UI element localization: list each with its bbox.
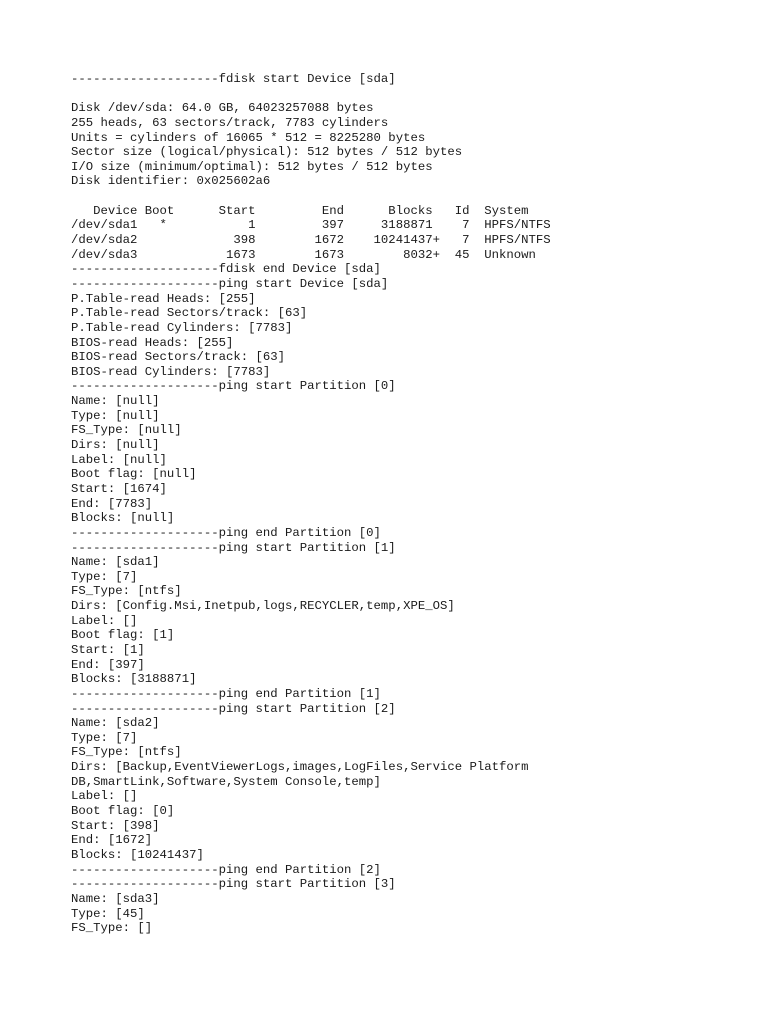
log-line: Disk /dev/sda: 64.0 GB, 64023257088 bytes [71, 101, 374, 116]
log-line: DB,SmartLink,Software,System Console,temp] [71, 774, 381, 789]
log-line: Type: [null] [71, 408, 160, 423]
log-line: I/O size (minimum/optimal): 512 bytes / 512 bytes [71, 159, 433, 174]
log-line: End: [1672] [71, 833, 153, 848]
log-line: Name: [null] [71, 394, 160, 409]
log-line: Dirs: [Config.Msi,Inetpub,logs,RECYCLER,temp,XPE_OS] [71, 599, 455, 614]
log-line: --------------------fdisk end Device [sda] [71, 262, 381, 277]
log-line: --------------------ping start Partition [3] [71, 877, 396, 892]
log-line: /dev/sda1 * 1 397 3188871 7 HPFS/NTFS [71, 218, 551, 233]
log-line: FS_Type: [] [71, 921, 153, 936]
log-text-block [71, 72, 551, 936]
log-line: --------------------ping end Partition [0] [71, 525, 381, 540]
log-line: BIOS-read Heads: [255] [71, 335, 234, 350]
log-line: Blocks: [3188871] [71, 672, 197, 687]
log-line: Blocks: [10241437] [71, 847, 204, 862]
log-line: /dev/sda3 1673 1673 8032+ 45 Unknown [71, 247, 536, 262]
log-line: Type: [45] [71, 906, 145, 921]
log-line: Start: [1674] [71, 481, 167, 496]
log-line: Start: [398] [71, 818, 160, 833]
log-line: Sector size (logical/physical): 512 bytes / 512 bytes [71, 145, 463, 160]
log-line: FS_Type: [null] [71, 423, 182, 438]
log-line: BIOS-read Cylinders: [7783] [71, 364, 271, 379]
log-line: Dirs: [null] [71, 438, 160, 453]
blank-line [71, 189, 551, 204]
log-line: --------------------ping end Partition [1] [71, 686, 381, 701]
log-line: Type: [7] [71, 569, 138, 584]
log-line: End: [397] [71, 657, 145, 672]
blank-line [71, 87, 551, 102]
log-line: /dev/sda2 398 1672 10241437+ 7 HPFS/NTFS [71, 233, 551, 248]
log-line: BIOS-read Sectors/track: [63] [71, 350, 286, 365]
log-line: Disk identifier: 0x025602a6 [71, 174, 271, 189]
log-line: 255 heads, 63 sectors/track, 7783 cylinders [71, 115, 389, 130]
log-line: End: [7783] [71, 496, 153, 511]
log-line: Name: [sda1] [71, 555, 160, 570]
log-line: Start: [1] [71, 642, 145, 657]
log-line: Boot flag: [null] [71, 467, 197, 482]
log-line: Units = cylinders of 16065 * 512 = 8225280 bytes [71, 130, 426, 145]
log-line: FS_Type: [ntfs] [71, 745, 182, 760]
log-line: Name: [sda2] [71, 716, 160, 731]
log-line: FS_Type: [ntfs] [71, 584, 182, 599]
log-line: P.Table-read Sectors/track: [63] [71, 306, 308, 321]
log-line: --------------------ping start Partition [2] [71, 701, 396, 716]
log-line: --------------------ping start Partition [0] [71, 379, 396, 394]
log-line: Label: [] [71, 613, 138, 628]
log-line: P.Table-read Heads: [255] [71, 291, 256, 306]
log-line: Blocks: [null] [71, 511, 175, 526]
log-line: --------------------ping start Device [sda] [71, 276, 389, 291]
log-line: Label: [] [71, 789, 138, 804]
log-line: Boot flag: [1] [71, 628, 175, 643]
log-line: Name: [sda3] [71, 891, 160, 906]
log-line: Boot flag: [0] [71, 804, 175, 819]
log-line: Dirs: [Backup,EventViewerLogs,images,LogFiles,Service Platform [71, 760, 529, 775]
log-line: P.Table-read Cylinders: [7783] [71, 320, 293, 335]
log-line: --------------------ping start Partition [1] [71, 540, 396, 555]
log-line: --------------------fdisk start Device [sda] [71, 72, 396, 86]
log-line: Device Boot Start End Blocks Id System [71, 203, 529, 218]
log-line: Type: [7] [71, 730, 138, 745]
log-line: --------------------ping end Partition [2] [71, 862, 381, 877]
log-line: Label: [null] [71, 452, 167, 467]
